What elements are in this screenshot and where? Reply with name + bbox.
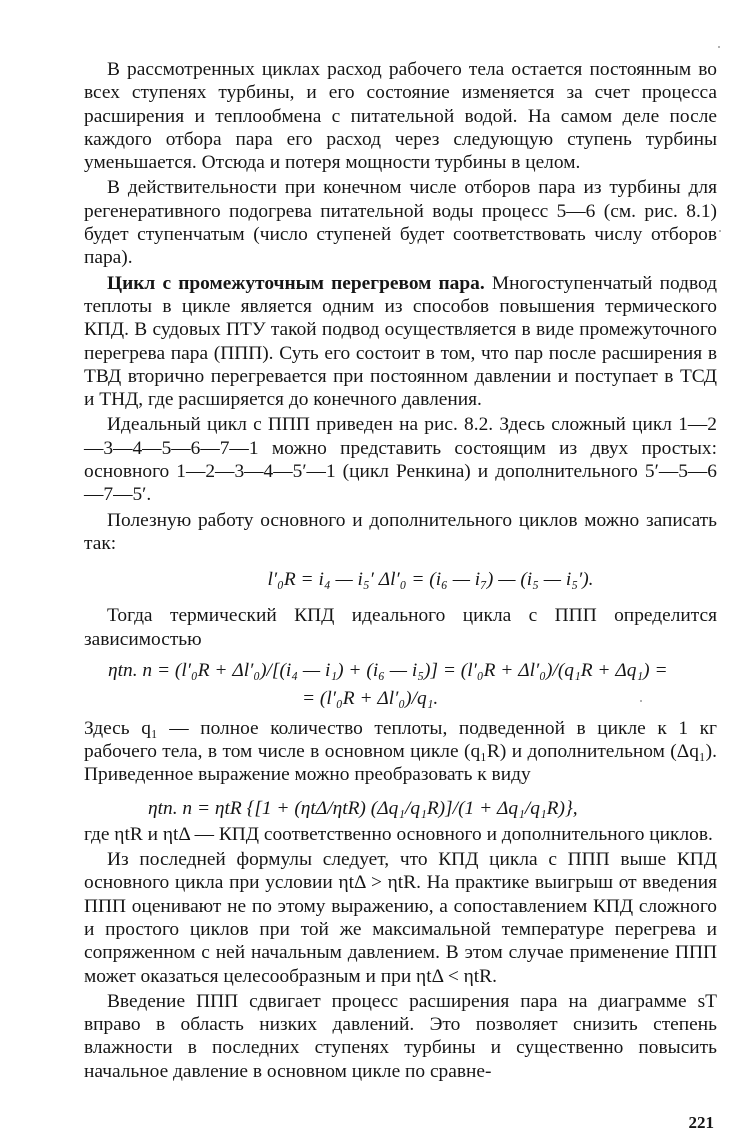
paragraph-6: Тогда термический КПД идеального цикла с ППП определится зависимостью (84, 605, 717, 650)
paragraph-8: где ηtR и ηtΔ — КПД соответственно основного и дополнительного циклов. (84, 823, 713, 845)
scan-speck (640, 700, 642, 702)
paragraph-5: Полезную работу основного и дополнительного циклов можно записать так: (84, 509, 717, 554)
paragraph-9: Из последней формулы следует, что КПД цикла с ППП выше КПД основного цикла при условии ηtΔ > ηtR. На практике выигрыш от введения ППП оценивают не по этому выражению, а сопоставлением КПД сложного и простого циклов при той же максимальной температуре перегрева и сопряженном с ней начальным давлением. В этом случае применение ППП может оказаться целесообразным и при ηtΔ < ηtR. (84, 849, 717, 987)
paragraph-2: В действительности при конечном числе отборов пара из турбины для регенеративного подогрева питательной воды процесс 5—6 (см. рис. 8.1) будет ступенчатым (число ступеней будет соответствовать числу отборов пара). (84, 177, 717, 269)
formula-work: l′₀R = i₄ — i₅′ Δl′₀ = (i₆ — i₇) — (i₅ — i₅′). (267, 569, 594, 591)
formula-efficiency-transformed: ηtп. п = ηtR {[1 + (ηtΔ/ηtR) (Δq₁/q₁R)]/(1 + Δq₁/q₁R)}, (148, 797, 578, 819)
paragraph-1: В рассмотренных циклах расход рабочего тела остается постоянным во всех ступенях турбины, и его состояние изменяется за счет процесса расширения и теплообмена с питательной водой. На самом деле после каждого отбора пара его расход через следующую ступень турбины уменьшается. Отсюда и потеря мощности турбины в целом. (84, 59, 717, 174)
paragraph-10: Введение ППП сдвигает процесс расширения пара на диаграмме sT вправо в область низких давлений. Это позволяет снизить степень влажности в последних ступенях турбины и существенно повысить начальное давление в основном цикле по сравне- (84, 990, 717, 1082)
paragraph-7: Здесь q₁ — полное количество теплоты, подведенной в цикле к 1 кг рабочего тела, в том числе в основном цикле (q₁R) и дополнительном (Δq₁). Приведенное выражение можно преобразовать к виду (84, 717, 717, 786)
formula-efficiency-line-2: = (l′₀R + Δl′₀)/q₁. (302, 687, 439, 709)
formula-efficiency-line-1: ηtп. п = (l′₀R + Δl′₀)/[(i₄ — i₁) + (i₆ — i₅)] = (l′₀R + Δl′₀)/(q₁R + Δq₁) = (108, 659, 668, 681)
scan-speck (718, 46, 720, 48)
section-heading: Цикл с промежуточным перегревом пара. (107, 272, 485, 294)
paragraph-3-text: Многоступенчатый подвод теплоты в цикле является одним из способов повышения термического КПД. В судовых ПТУ такой подвод осуществляется в виде промежуточного перегрева пара (ППП). Суть его состоит в том, что пар после расширения в ТВД вторично перегревается при постоянном давлении и поступает в ТСД и ТНД, где расширяется до конечного давления. (84, 272, 717, 411)
paragraph-4: Идеальный цикл с ППП приведен на рис. 8.2. Здесь сложный цикл 1—2—3—4—5—6—7—1 можно представить состоящим из двух простых: основного 1—2—3—4—5′—1 (цикл Ренкина) и дополнительного 5′—5—6—7—5′. (84, 414, 717, 506)
page-body (84, 58, 717, 1083)
paragraph-3 (84, 272, 717, 412)
page-number: 221 (688, 1113, 714, 1132)
scan-speck (719, 230, 721, 232)
